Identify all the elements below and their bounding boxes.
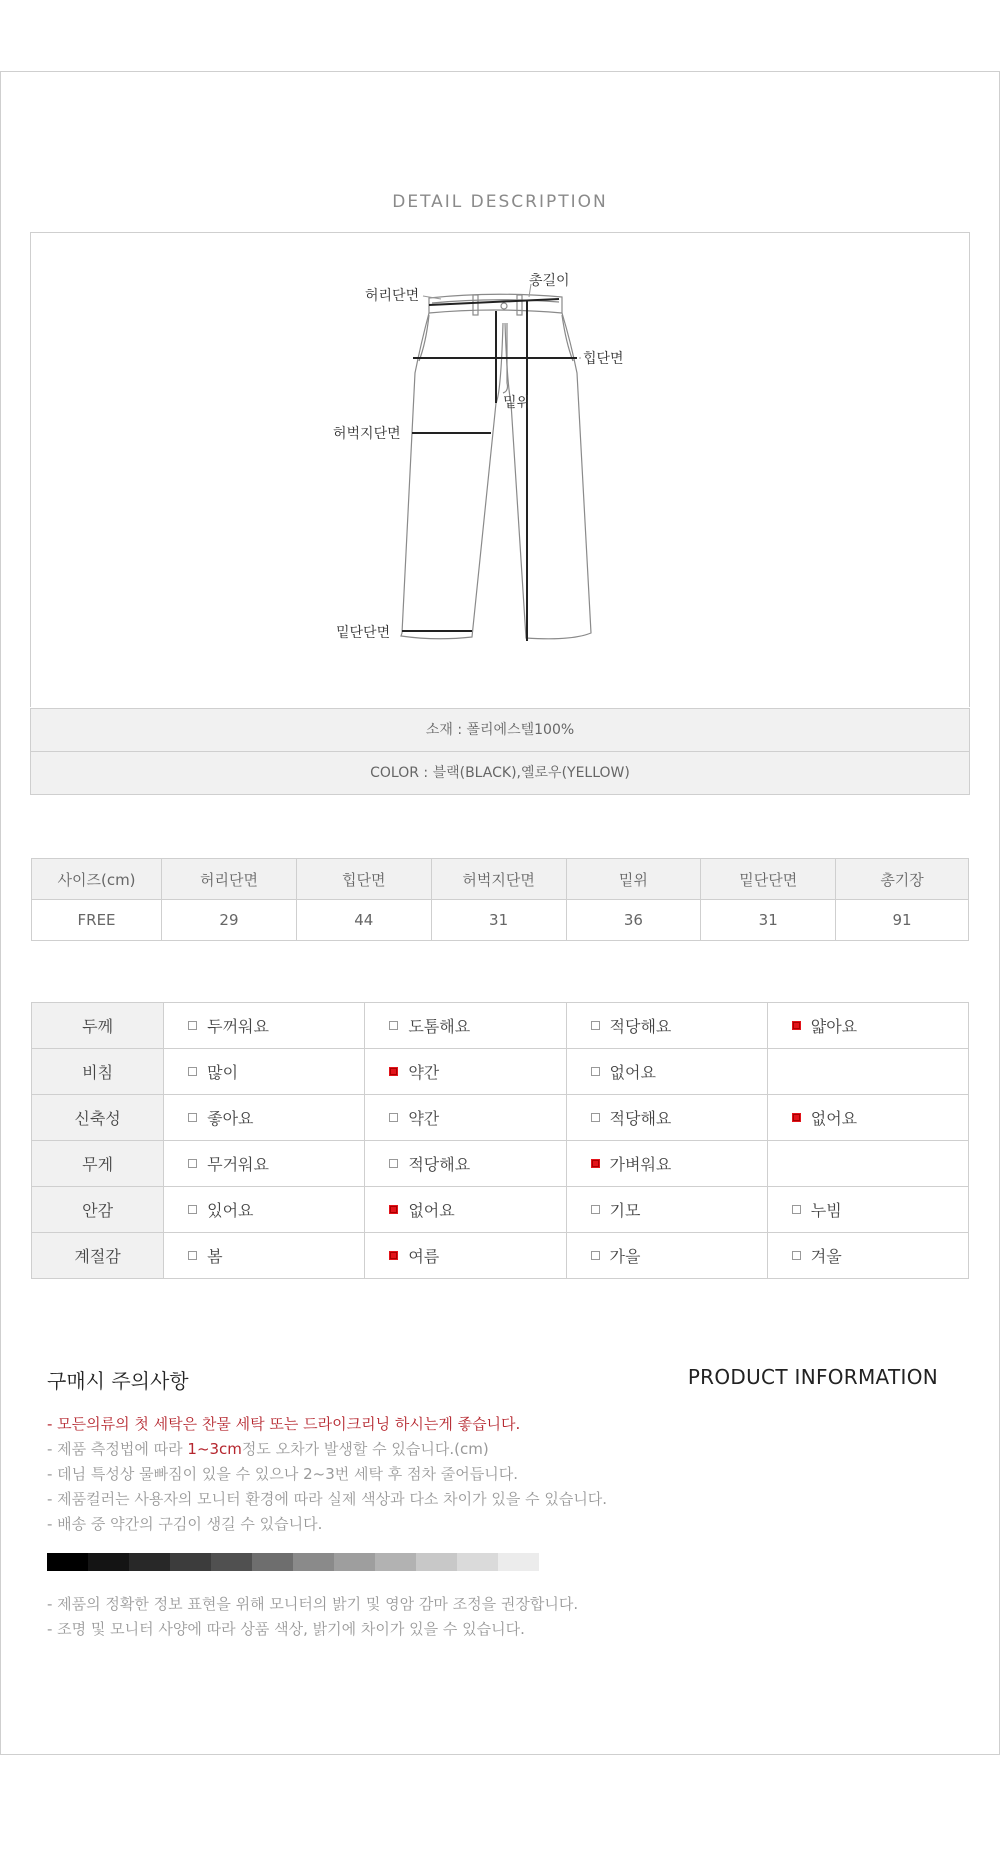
color-swatch bbox=[375, 1553, 416, 1571]
attribute-option: 좋아요 bbox=[188, 1106, 253, 1129]
checkbox-icon bbox=[389, 1113, 398, 1122]
color-swatch bbox=[47, 1553, 88, 1571]
checkbox-icon bbox=[188, 1159, 197, 1168]
attribute-option: 약간 bbox=[389, 1060, 439, 1083]
color-swatch bbox=[334, 1553, 375, 1571]
size-header-cell: 밑단단면 bbox=[701, 859, 836, 900]
label-total-length: 총길이 bbox=[529, 273, 570, 289]
attribute-table bbox=[31, 1002, 969, 1279]
size-cell: 44 bbox=[296, 900, 431, 941]
size-cell: 36 bbox=[566, 900, 701, 941]
color-swatch bbox=[252, 1553, 293, 1571]
attribute-label: 안감 bbox=[32, 1187, 164, 1233]
notice-title: 구매시 주의사항 bbox=[47, 1369, 189, 1393]
highlight-text: 1~3cm bbox=[187, 1440, 242, 1458]
checkbox-icon bbox=[188, 1021, 197, 1030]
color-swatch bbox=[293, 1553, 334, 1571]
empty-cell bbox=[767, 1141, 968, 1187]
attribute-row bbox=[32, 1187, 969, 1233]
attribute-option: 겨울 bbox=[792, 1244, 842, 1267]
notice-item: - 데님 특성상 물빠짐이 있을 수 있으나 2~3번 세탁 후 점차 줄어듭니다. bbox=[47, 1465, 519, 1483]
size-table bbox=[31, 858, 969, 941]
notice-item: - 모든의류의 첫 세탁은 찬물 세탁 또는 드라이크리닝 하시는게 좋습니다. bbox=[47, 1415, 521, 1433]
size-cell: 29 bbox=[162, 900, 297, 941]
notice-item: - 제품의 정확한 정보 표현을 위해 모니터의 밝기 및 영암 감마 조정을 권장합니다. bbox=[47, 1595, 579, 1613]
attribute-option: 없어요 bbox=[389, 1198, 454, 1221]
attribute-label: 두께 bbox=[32, 1003, 164, 1049]
attribute-option: 적당해요 bbox=[591, 1106, 672, 1129]
color-swatch bbox=[211, 1553, 252, 1571]
checkbox-icon bbox=[591, 1251, 600, 1260]
attribute-option: 가벼워요 bbox=[591, 1152, 672, 1175]
size-cell: FREE bbox=[32, 900, 162, 941]
checkbox-icon bbox=[792, 1251, 801, 1260]
attribute-option: 없어요 bbox=[591, 1060, 656, 1083]
size-table-header bbox=[32, 859, 969, 900]
product-info-title: PRODUCT INFORMATION bbox=[687, 1365, 938, 1389]
section-heading: DETAIL DESCRIPTION bbox=[392, 192, 608, 212]
notice-item: - 제품컬러는 사용자의 모니터 환경에 따라 실제 색상과 다소 차이가 있을 수 있습니다. bbox=[47, 1490, 608, 1508]
size-cell: 31 bbox=[431, 900, 566, 941]
label-rise: 밑위 bbox=[503, 395, 531, 411]
pants-diagram bbox=[31, 233, 969, 707]
attribute-option: 봄 bbox=[188, 1244, 222, 1267]
checkbox-checked-icon bbox=[389, 1067, 398, 1076]
empty-cell bbox=[767, 1049, 968, 1095]
size-header-cell: 허벅지단면 bbox=[431, 859, 566, 900]
attribute-option: 적당해요 bbox=[389, 1152, 470, 1175]
size-header-cell: 총기장 bbox=[836, 859, 969, 900]
attribute-option: 적당해요 bbox=[591, 1014, 672, 1037]
notice-list bbox=[47, 1412, 607, 1537]
size-header-cell: 허리단면 bbox=[162, 859, 297, 900]
monitor-notice-list bbox=[47, 1592, 578, 1642]
checkbox-icon bbox=[188, 1251, 197, 1260]
material-info: 소재 : 폴리에스텔100% bbox=[30, 708, 970, 752]
attribute-row bbox=[32, 1095, 969, 1141]
checkbox-checked-icon bbox=[792, 1021, 801, 1030]
checkbox-icon bbox=[591, 1113, 600, 1122]
label-thigh: 허벅지단면 bbox=[333, 426, 401, 442]
color-swatch bbox=[416, 1553, 457, 1571]
checkbox-icon bbox=[389, 1021, 398, 1030]
attribute-row bbox=[32, 1141, 969, 1187]
checkbox-icon bbox=[591, 1021, 600, 1030]
checkbox-icon bbox=[792, 1205, 801, 1214]
pants-diagram-box bbox=[30, 232, 970, 707]
color-swatch bbox=[88, 1553, 129, 1571]
checkbox-icon bbox=[591, 1205, 600, 1214]
checkbox-icon bbox=[188, 1205, 197, 1214]
attribute-label: 무게 bbox=[32, 1141, 164, 1187]
label-hem: 밑단단면 bbox=[336, 625, 391, 641]
checkbox-icon bbox=[188, 1113, 197, 1122]
attribute-option: 기모 bbox=[591, 1198, 641, 1221]
attribute-row bbox=[32, 1003, 969, 1049]
attribute-option: 있어요 bbox=[188, 1198, 253, 1221]
attribute-option: 약간 bbox=[389, 1106, 439, 1129]
attribute-option: 도톰해요 bbox=[389, 1014, 470, 1037]
attribute-option: 두꺼워요 bbox=[188, 1014, 269, 1037]
size-header-cell: 밑위 bbox=[566, 859, 701, 900]
attribute-row bbox=[32, 1049, 969, 1095]
color-swatch bbox=[129, 1553, 170, 1571]
attribute-option: 없어요 bbox=[792, 1106, 857, 1129]
attribute-label: 신축성 bbox=[32, 1095, 164, 1141]
size-header-cell: 사이즈(cm) bbox=[32, 859, 162, 900]
attribute-label: 비침 bbox=[32, 1049, 164, 1095]
color-swatch bbox=[498, 1553, 539, 1571]
table-row bbox=[32, 900, 969, 941]
checkbox-checked-icon bbox=[389, 1251, 398, 1260]
color-info: COLOR : 블랙(BLACK),옐로우(YELLOW) bbox=[30, 751, 970, 795]
notice-item: - 배송 중 약간의 구김이 생길 수 있습니다. bbox=[47, 1515, 323, 1533]
notice-item: - 제품 측정법에 따라 1~3cm정도 오차가 발생할 수 있습니다.(cm) bbox=[47, 1440, 489, 1458]
size-header-cell: 힙단면 bbox=[296, 859, 431, 900]
checkbox-icon bbox=[591, 1067, 600, 1076]
attribute-option: 누빔 bbox=[792, 1198, 842, 1221]
attribute-option: 가을 bbox=[591, 1244, 641, 1267]
attribute-row bbox=[32, 1233, 969, 1279]
attribute-option: 여름 bbox=[389, 1244, 439, 1267]
attribute-option: 얇아요 bbox=[792, 1014, 857, 1037]
checkbox-checked-icon bbox=[389, 1205, 398, 1214]
gray-scale-swatches bbox=[47, 1553, 539, 1571]
attribute-option: 무거워요 bbox=[188, 1152, 269, 1175]
checkbox-icon bbox=[188, 1067, 197, 1076]
size-cell: 91 bbox=[836, 900, 969, 941]
checkbox-checked-icon bbox=[792, 1113, 801, 1122]
label-waist: 허리단면 bbox=[365, 288, 420, 304]
color-swatch bbox=[170, 1553, 211, 1571]
label-hip: 힙단면 bbox=[583, 351, 624, 367]
size-cell: 31 bbox=[701, 900, 836, 941]
color-swatch bbox=[457, 1553, 498, 1571]
attribute-label: 계절감 bbox=[32, 1233, 164, 1279]
checkbox-checked-icon bbox=[591, 1159, 600, 1168]
notice-item: - 조명 및 모니터 사양에 따라 상품 색상, 밝기에 차이가 있을 수 있습니다. bbox=[47, 1620, 525, 1638]
attribute-option: 많이 bbox=[188, 1060, 238, 1083]
checkbox-icon bbox=[389, 1159, 398, 1168]
